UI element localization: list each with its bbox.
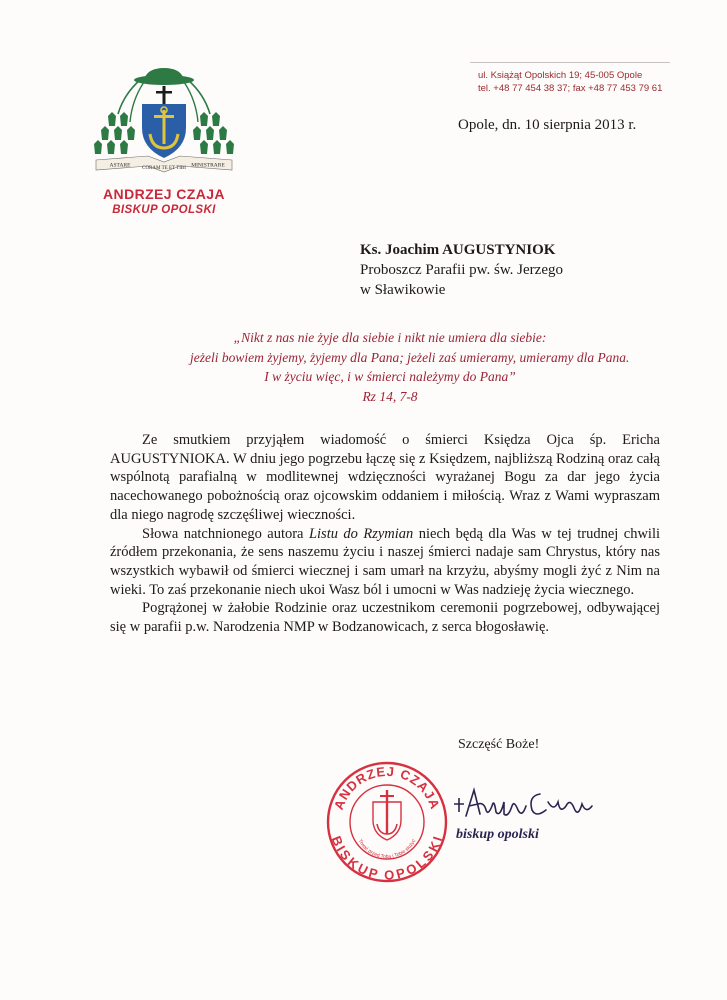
coat-of-arms-icon (88, 66, 240, 176)
bishop-title-heading: BISKUP OPOLSKI (112, 204, 216, 216)
recipient-location: w Sławikowie (360, 282, 446, 298)
body-paragraph: Ze smutkiem przyjąłem wiadomość o śmierci Księdza Ojca śp. Ericha AUGUSTYNIOKA. W dniu jego pogrzebu łączę się z Księdzem, najbliższą Rodziną oraz całą wspólnotą parafialną w modlitewnej wdzięczności wyrażanej Bogu za dar jego życia nacechowanego pobożnością oraz ojcowskim oddaniem i miłością. Wraz z Wami wypraszam dla niego nagrodę szczęśliwej wieczności. (110, 432, 660, 523)
svg-text:ANDRZEJ CZAJA: ANDRZEJ CZAJA (330, 763, 444, 812)
scripture-quote (190, 328, 630, 406)
body-paragraph (110, 525, 660, 600)
phone-fax-line: tel. +48 77 454 38 37; fax +48 77 453 79 61 (478, 83, 663, 94)
address-line: ul. Książąt Opolskich 19; 45-005 Opole (478, 70, 643, 81)
official-stamp-icon (325, 760, 449, 884)
contact-block (478, 69, 668, 95)
recipient-name: Ks. Joachim AUGUSTYNIOK (360, 242, 556, 258)
recipient-position: Proboszcz Parafii pw. św. Jerzego (360, 262, 563, 278)
body-text: niech będą dla Was w tej trudnej chwili źródłem przekonania, że sens naszemu życiu i naszej śmierci nadaje sam Chrystus, który nas wszystkich wybawił od śmierci wiecznej i sam umarł na krzyżu, abyśmy mogli żyć z Nim na wieki. To zaś przekonanie niech ukoi Wasz ból i umocni w Was nadzieję życia wiecznego. (110, 525, 661, 598)
svg-text:CORAM TE ET TIBI: CORAM TE ET TIBI (142, 166, 186, 171)
closing-greeting: Szczęść Boże! (458, 737, 540, 752)
body-text: Słowa natchnionego autora (142, 525, 309, 542)
quote-line: jeżeli bowiem żyjemy, żyjemy dla Pana; jeżeli zaś umieramy, umieramy dla Pana. (190, 349, 630, 365)
svg-text:ASTARE: ASTARE (109, 162, 131, 169)
svg-text:Trwać przed Tobą i Tobie służy: Trwać przed Tobą i Tobie służyć (356, 838, 418, 861)
bishop-name-heading: ANDRZEJ CZAJA (103, 186, 225, 202)
svg-text:BISKUP OPOLSKI: BISKUP OPOLSKI (328, 833, 446, 883)
quote-line: I w życiu więc, i w śmierci należymy do Pana” (264, 369, 516, 384)
body-paragraph: Pogrążonej w żałobie Rodzinie oraz uczestnikom ceremonii pogrzebowej, odbywającej się w parafii p.w. Narodzenia NMP w Bodzanowicach, z serca błogosławię. (110, 600, 660, 636)
book-title: Listu do Rzymian (308, 525, 414, 542)
quote-reference: Rz 14, 7-8 (362, 388, 418, 404)
signature-title: biskup opolski (456, 827, 539, 842)
quote-line: „Nikt z nas nie żyje dla siebie i nikt nie umiera dla siebie: (233, 330, 547, 345)
letter-date: Opole, dn. 10 sierpnia 2013 r. (458, 117, 637, 133)
contact-divider (470, 62, 670, 63)
letter-body (110, 431, 660, 637)
recipient-block (360, 240, 563, 300)
svg-text:MINISTRARE: MINISTRARE (191, 162, 225, 169)
